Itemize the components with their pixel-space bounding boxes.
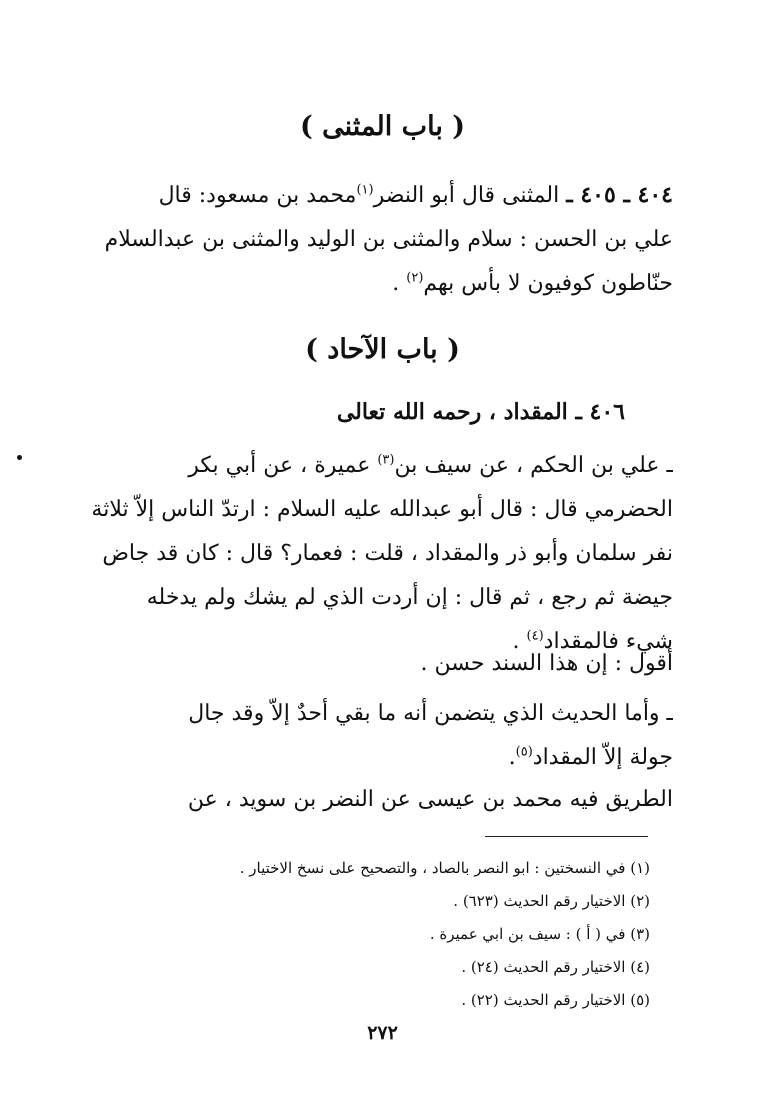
- paragraph-text: .: [512, 629, 527, 654]
- paragraph-1-line-3: نفر سلمان وأبو ذر والمقداد ، قلت : فعمار؟ قال : كان قد جاض: [102, 541, 673, 566]
- entry-404-405: [63, 173, 673, 306]
- paragraph-2: [63, 642, 673, 686]
- paragraph-text: شيء فالمقداد: [543, 629, 673, 654]
- footnote-ref-4[interactable]: (٤): [526, 628, 544, 644]
- entry-text: حنّاطون كوفيون لا بأس بهم: [423, 271, 673, 296]
- footnote-5: (٥) الاختيار رقم الحديث (٢٢) .: [461, 991, 650, 1009]
- margin-dot: [17, 455, 22, 460]
- footnote-1: (١) في النسختين : ابو النصر بالصاد ، والتصحيح على نسخ الاختيار .: [239, 859, 650, 877]
- paragraph-1-line-2: الحضرمي قال : قال أبو عبدالله عليه السلام : ارتدّ الناس إلاّ ثلاثة: [91, 497, 673, 522]
- paragraph-text: عميرة ، عن أبي بكر: [188, 453, 378, 478]
- entry-text: .: [392, 271, 407, 296]
- paragraph-3: [63, 692, 673, 780]
- entry-text: محمد بن مسعود: قال: [158, 183, 357, 208]
- footnote-separator: [485, 836, 648, 837]
- footnote-ref-5[interactable]: (٥): [515, 744, 533, 760]
- footnote-3: (٣) في ( أ ) : سيف بن ابي عميرة .: [429, 925, 650, 943]
- entry-text: المثنى قال أبو النضر: [373, 183, 567, 208]
- footnote-ref-3[interactable]: (٣): [377, 452, 395, 468]
- footnotes: [90, 852, 650, 1017]
- footnote-4: (٤) الاختيار رقم الحديث (٢٤) .: [461, 958, 650, 976]
- entry-404-405-line-3: [63, 262, 673, 306]
- paragraph-2-line-1: أقول : إن هذا السند حسن .: [420, 651, 673, 676]
- paragraph-1-line-4: جيضة ثم رجع ، ثم قال : إن أردت الذي لم يشك ولم يدخله: [146, 585, 673, 610]
- paragraph-3-line-2: [63, 736, 673, 780]
- entry-406-heading: ٤٠٦ ـ المقداد ، رحمه الله تعالى: [336, 399, 625, 425]
- footnote-ref-1[interactable]: (١): [356, 182, 374, 198]
- paragraph-text: .: [508, 745, 516, 770]
- paragraph-text: جولة إلاّ المقداد: [532, 745, 673, 770]
- paragraph-4-line-1: الطريق فيه محمد بن عيسى عن النضر بن سويد ، عن: [187, 787, 673, 812]
- entry-number: ٤٠٤ ـ ٤٠٥ ـ: [566, 182, 673, 208]
- paragraph-1-line-1: [63, 444, 673, 488]
- footnote-ref-2[interactable]: (٢): [406, 270, 424, 286]
- entry-404-405-line-2: علي بن الحسن : سلام والمثنى بن الوليد والمثنى بن عبدالسلام: [104, 227, 673, 252]
- paragraph-text: ـ علي بن الحكم ، عن سيف بن: [394, 453, 673, 478]
- entry-404-405-line-1: [63, 173, 673, 218]
- paragraph-1: [63, 444, 673, 664]
- section-title-ahad: ( باب الآحاد ): [305, 334, 460, 365]
- paragraph-3-line-1: ـ وأما الحديث الذي يتضمن أنه ما بقي أحدٌ إلاّ وقد جال: [188, 701, 673, 726]
- footnote-2: (٢) الاختيار رقم الحديث (٦٢٣) .: [453, 892, 650, 910]
- page-number: ٢٧٢: [367, 1022, 398, 1044]
- section-title-muthanna: ( باب المثنى ): [299, 111, 466, 142]
- paragraph-4: [63, 778, 673, 822]
